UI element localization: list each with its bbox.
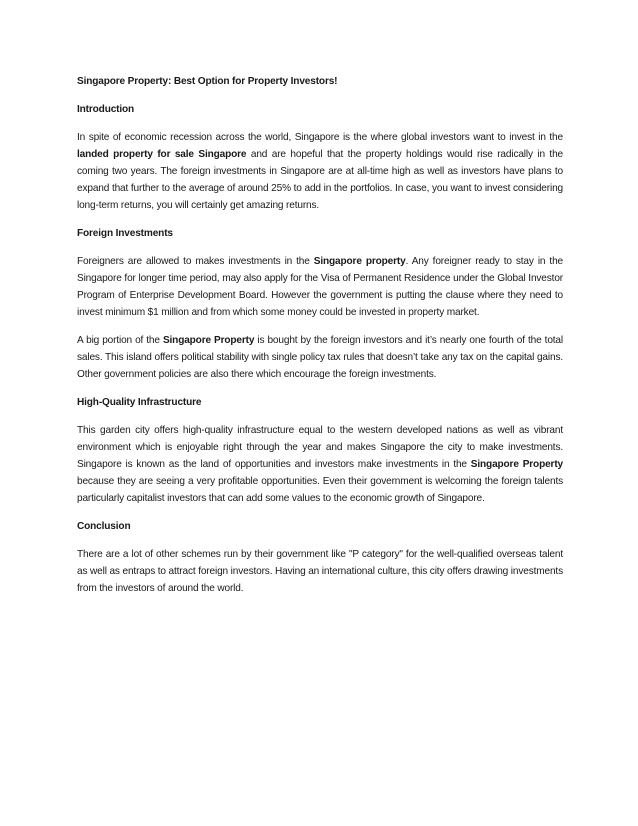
paragraph-introduction (77, 129, 563, 214)
paragraph-text: A big portion of the (77, 335, 163, 346)
link-landed-property: landed property for sale Singapore (77, 149, 247, 160)
paragraph-text: because they are seeing a very profitable opportunities. Even their government is welcoming the foreign talents particularly capitalist investors that can add some values to the economic growth of Singapore. (77, 476, 563, 504)
link-singapore-property: Singapore Property (470, 459, 564, 470)
link-singapore-property: Singapore property (313, 256, 406, 267)
document-title: Singapore Property: Best Option for Property Investors! (77, 76, 338, 87)
section-heading-introduction: Introduction (77, 104, 135, 115)
section-heading-infrastructure: High-Quality Infrastructure (77, 397, 202, 408)
paragraph-infrastructure (77, 422, 563, 507)
paragraph-foreign-investments-2 (77, 332, 563, 383)
paragraph-text: and are hopeful that the property holdings would rise radically in the coming two years. The foreign investments in Singapore are at all-time high as well as investors have plans to expand that further to the average of around 25% to add in the portfolios. In case, you want to invest considering long-term returns, you will certainly get amazing returns. (77, 149, 564, 211)
paragraph-conclusion (77, 546, 563, 597)
section-heading-conclusion: Conclusion (77, 521, 131, 532)
paragraph-text: In spite of economic recession across the world, Singapore is the where global investors want to invest in the (77, 132, 563, 143)
paragraph-foreign-investments-1 (77, 253, 563, 321)
paragraph-text: Foreigners are allowed to makes investments in the (77, 256, 314, 267)
paragraph-text: . Any foreigner ready to stay in the Singapore for longer time period, may also apply for the Visa of Permanent Residence under the Global Investor Program of Enterprise Development Board. However the government is putting the clause where they need to invest minimum $1 million and from which some money could be invested in property market. (77, 256, 563, 318)
document-body (77, 73, 563, 608)
paragraph-text: is bought by the foreign investors and it’s nearly one fourth of the total sales. This island offers political stability with single policy tax rules that doesn’t take any tax on the capital gains. Other government policies are also there which encourage the foreign investments. (77, 335, 563, 380)
section-heading-foreign-investments: Foreign Investments (77, 228, 173, 239)
paragraph-text: This garden city offers high-quality infrastructure equal to the western developed nations as well as vibrant environment which is enjoyable right through the year and makes Singapore the city to make investments. Singapore is known as the land of opportunities and investors make investments in the (77, 425, 563, 470)
paragraph-text: There are a lot of other schemes run by their government like "P category" for the well-qualified overseas talent as well as entraps to attract foreign investors. Having an international culture, this city offers drawing investments from the investors of around the world. (77, 549, 563, 594)
link-singapore-property: Singapore Property (162, 335, 255, 346)
